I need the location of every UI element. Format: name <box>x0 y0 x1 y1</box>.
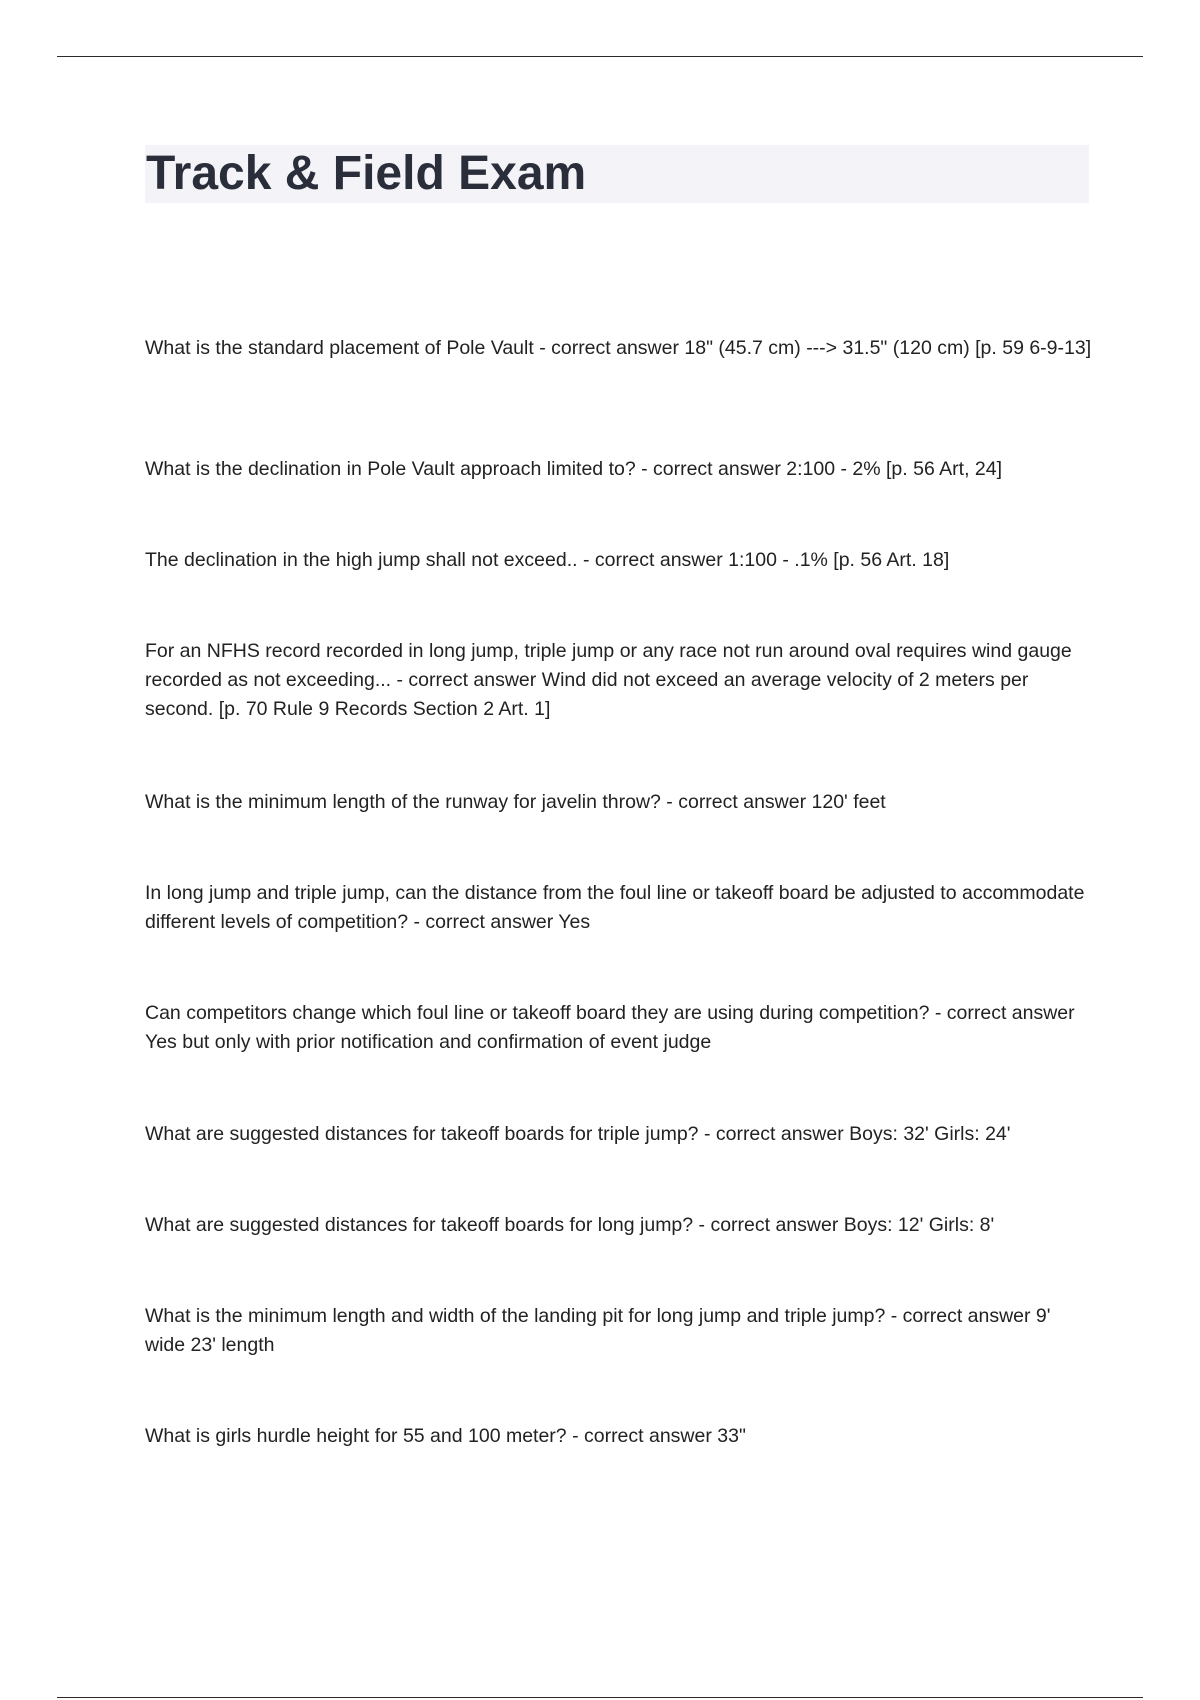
page-title: Track & Field Exam <box>146 147 587 200</box>
qa-item: What is the minimum length and width of the landing pit for long jump and triple jump? - correct answer 9' wide 23' length <box>145 1305 1051 1356</box>
qa-item: What is girls hurdle height for 55 and 100 meter? - correct answer 33" <box>145 1425 746 1447</box>
top-divider <box>57 56 1143 57</box>
qa-item: What are suggested distances for takeoff boards for long jump? - correct answer Boys: 12' Girls: 8' <box>145 1214 995 1236</box>
qa-item: What is the standard placement of Pole Vault - correct answer 18" (45.7 cm) ---> 31.5" (120 cm) [p. 59 6-9-13] <box>145 337 1092 359</box>
qa-item: For an NFHS record recorded in long jump, triple jump or any race not run around oval requires wind gauge recorded as not exceeding... - correct answer Wind did not exceed an average velocity of 2 meters per second. [p. 70 Rule 9 Records Section 2 Art. 1] <box>145 640 1072 720</box>
qa-item: Can competitors change which foul line or takeoff board they are using during competition? - correct answer Yes but only with prior notification and confirmation of event judge <box>145 1002 1075 1053</box>
qa-item: What are suggested distances for takeoff boards for triple jump? - correct answer Boys: 32' Girls: 24' <box>145 1123 1011 1145</box>
qa-item: The declination in the high jump shall not exceed.. - correct answer 1:100 - .1% [p. 56 Art. 18] <box>145 549 950 571</box>
qa-item: What is the minimum length of the runway for javelin throw? - correct answer 120' feet <box>145 791 886 813</box>
qa-item: In long jump and triple jump, can the distance from the foul line or takeoff board be adjusted to accommodate different levels of competition? - correct answer Yes <box>145 882 1085 933</box>
bottom-divider <box>57 1697 1143 1698</box>
qa-item: What is the declination in Pole Vault approach limited to? - correct answer 2:100 - 2% [p. 56 Art, 24] <box>145 458 1003 480</box>
